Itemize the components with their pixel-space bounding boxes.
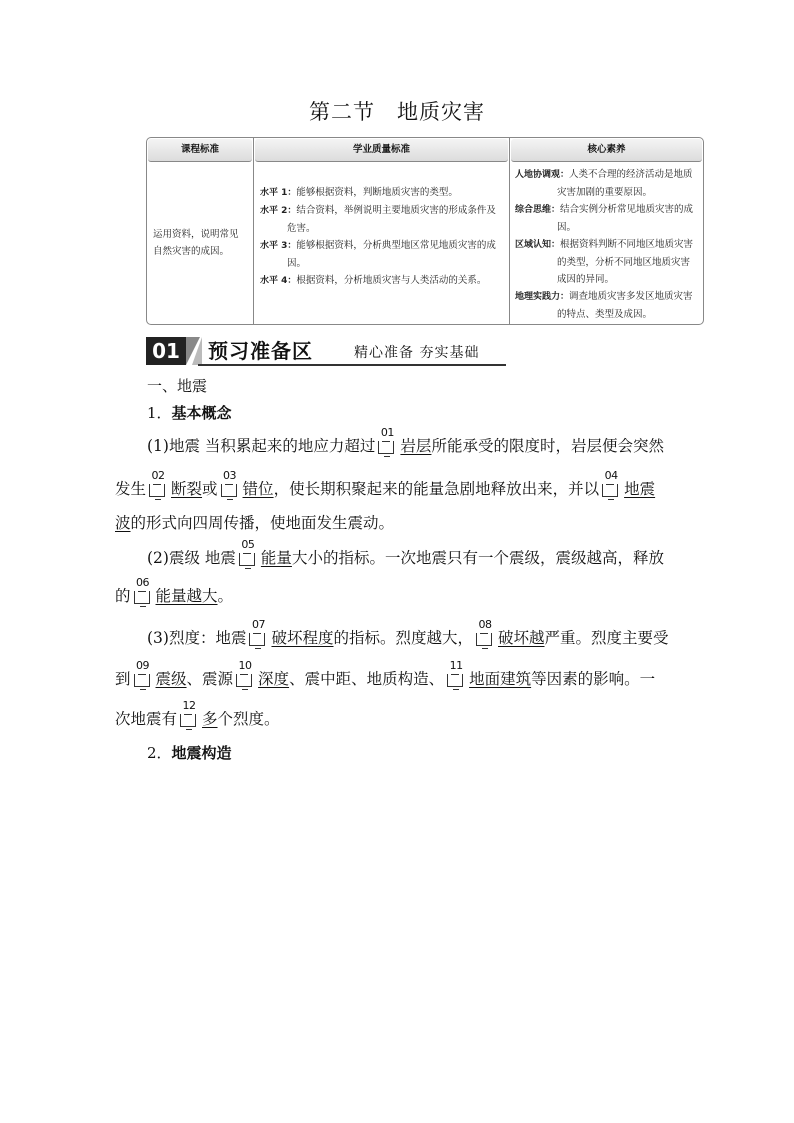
quality-standard-column	[254, 138, 510, 324]
answer-text: 断裂	[171, 480, 203, 498]
quality-levels	[260, 184, 503, 290]
answer-text: 岩层	[400, 437, 432, 455]
heading-basic-concepts: 1．基本概念	[147, 404, 232, 422]
blank-marker: 02	[147, 478, 169, 496]
level-item: 水平 3：能够根据资料，分析典型地区常见地质灾害的成因。	[260, 240, 496, 269]
blank-marker: 07	[247, 627, 269, 645]
quality-standard-header: 学业质量标准	[255, 139, 508, 162]
heading-earthquake-structure: 2．地震构造	[147, 744, 232, 762]
answer-text: 波	[115, 514, 131, 532]
core-literacy-column	[510, 138, 703, 324]
blank-marker: 01	[376, 435, 398, 453]
section-banner	[146, 337, 506, 367]
banner-title: 预习准备区	[208, 339, 313, 363]
title-topic: 地质灾害	[397, 100, 485, 124]
blank-marker: 12	[178, 708, 200, 726]
blank-marker: 03	[219, 478, 241, 496]
literacy-item: 地理实践力：调查地质灾害多发区地质灾害的特点、类型及成因。	[515, 291, 693, 320]
banner-rule	[198, 364, 506, 366]
standards-table	[146, 137, 704, 325]
level-item: 水平 4：根据资料，分析地质灾害与人类活动的关系。	[260, 275, 487, 286]
paragraph-line: (3)烈度：地震 07 破坏程度的指标。烈度越大， 08 破坏越严重。烈度主要受	[147, 618, 669, 647]
level-item: 水平 2：结合资料，举例说明主要地质灾害的形成条件及危害。	[260, 205, 496, 234]
answer-text: 错位	[242, 480, 274, 498]
answer-text: 破坏越	[498, 629, 545, 647]
blank-marker: 09	[132, 668, 154, 686]
heading-earthquake: 一、地震	[147, 377, 208, 395]
banner-decoration	[192, 337, 202, 365]
banner-subtitle: 精心准备 夯实基础	[354, 345, 480, 361]
literacy-item: 人地协调观：人类不合理的经济活动是地质灾害加剧的重要原因。	[515, 169, 693, 198]
paragraph-line: 次地震有 12 多个烈度。	[115, 699, 280, 728]
answer-text: 能量越大	[155, 587, 218, 605]
answer-text: 地震	[624, 480, 656, 498]
blank-marker: 06	[132, 585, 154, 603]
blank-marker: 11	[445, 668, 467, 686]
page-title	[0, 96, 794, 126]
answer-text: 破坏程度	[271, 629, 334, 647]
blank-marker: 10	[234, 668, 256, 686]
blank-marker: 08	[474, 627, 496, 645]
paragraph-line: 的 06 能量越大。	[115, 576, 234, 605]
paragraph-line: 到 09 震级、震源 10 深度、震中距、地质构造、 11 地面建筑等因素的影响。一	[115, 659, 656, 688]
title-section: 第二节	[309, 100, 375, 124]
literacy-item: 综合思维：结合实例分析常见地质灾害的成因。	[515, 204, 694, 233]
answer-text: 多	[202, 710, 218, 728]
literacy-items	[515, 166, 698, 323]
answer-text: 震级	[155, 670, 187, 688]
answer-text: 深度	[258, 670, 290, 688]
core-literacy-header: 核心素养	[511, 139, 702, 162]
banner-number: 01	[146, 337, 186, 365]
paragraph-line: 发生 02 断裂或 03 错位，使长期积聚起来的能量急剧地释放出来，并以 04 地震	[115, 469, 656, 498]
course-standard-header: 课程标准	[148, 139, 252, 162]
paragraph-line: (2)震级 地震 05 能量大小的指标。一次地震只有一个震级，震级越高，释放	[147, 538, 664, 567]
level-item: 水平 1：能够根据资料，判断地质灾害的类型。	[260, 187, 458, 198]
answer-text: 能量	[260, 549, 292, 567]
course-standard-column	[147, 138, 254, 324]
paragraph-line: 波的形式向四周传播，使地面发生震动。	[115, 514, 395, 532]
blank-marker: 04	[600, 478, 622, 496]
course-standard-text: 运用资料，说明常见自然灾害的成因。	[153, 229, 239, 257]
blank-marker: 05	[237, 547, 259, 565]
paragraph-line: (1)地震 当积累起来的地应力超过 01 岩层所能承受的限度时，岩层便会突然	[147, 426, 664, 455]
literacy-item: 区域认知：根据资料判断不同地区地质灾害的类型，分析不同地区地质灾害成因的异同。	[515, 239, 694, 285]
answer-text: 地面建筑	[469, 670, 532, 688]
